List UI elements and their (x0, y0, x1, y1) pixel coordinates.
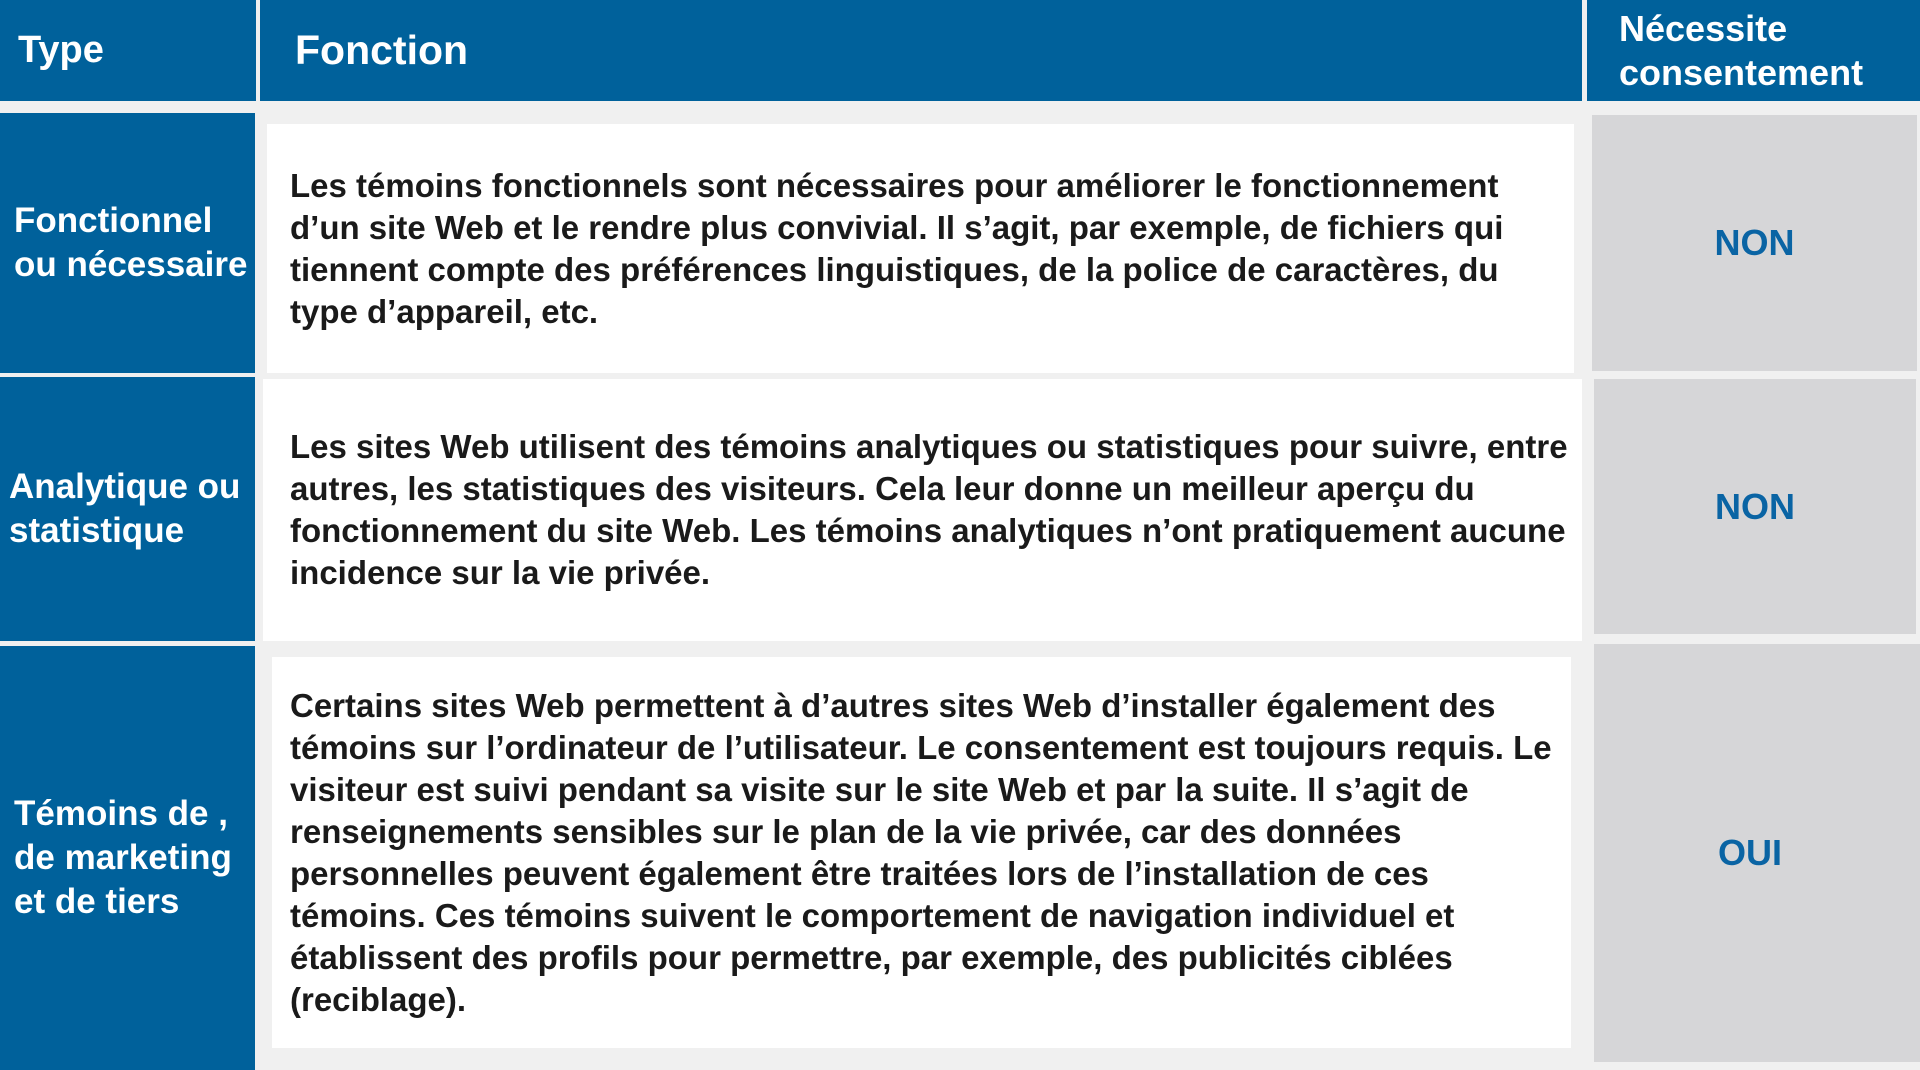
column-header-function: Fonction (260, 0, 1582, 101)
function-cell-functional: Les témoins fonctionnels sont nécessaires pour améliorer le fonctionnement d’un site Web et le rendre plus convivial. Il s’agit, par exemple, de fichiers qui tiennent compte des préférences linguistiques, de la police de caractères, du type d’appareil, etc. (267, 124, 1574, 373)
type-cell-marketing: Témoins de , de marketing et de tiers (0, 646, 255, 1070)
type-cell-analytics: Analytique ou statistique (0, 377, 255, 641)
column-header-consent: Nécessite consentement (1587, 0, 1920, 101)
consent-cell-functional: NON (1592, 115, 1917, 371)
function-cell-analytics: Les sites Web utilisent des témoins analytiques ou statistiques pour suivre, entre autres, les statistiques des visiteurs. Cela leur donne un meilleur aperçu du fonctionnement du site Web. Les témoins analytiques n’ont pratiquement aucune incidence sur la vie privée. (263, 379, 1582, 641)
function-cell-marketing: Certains sites Web permettent à d’autres sites Web d’installer également des témoins sur l’ordinateur de l’utilisateur. Le consentement est toujours requis. Le visiteur est suivi pendant sa visite sur le site Web et par la suite. Il s’agit de renseignements sensibles sur le plan de la vie privée, car des données personnelles peuvent également être traitées lors de l’installation de ces témoins. Ces témoins suivent le comportement de navigation individuel et établissent des profils pour permettre, par exemple, des publicités ciblées (reciblage). (272, 657, 1571, 1048)
type-cell-functional: Fonctionnel ou nécessaire (0, 113, 255, 373)
column-header-type: Type (0, 0, 256, 101)
consent-cell-analytics: NON (1594, 379, 1916, 634)
consent-cell-marketing: OUI (1594, 644, 1920, 1062)
